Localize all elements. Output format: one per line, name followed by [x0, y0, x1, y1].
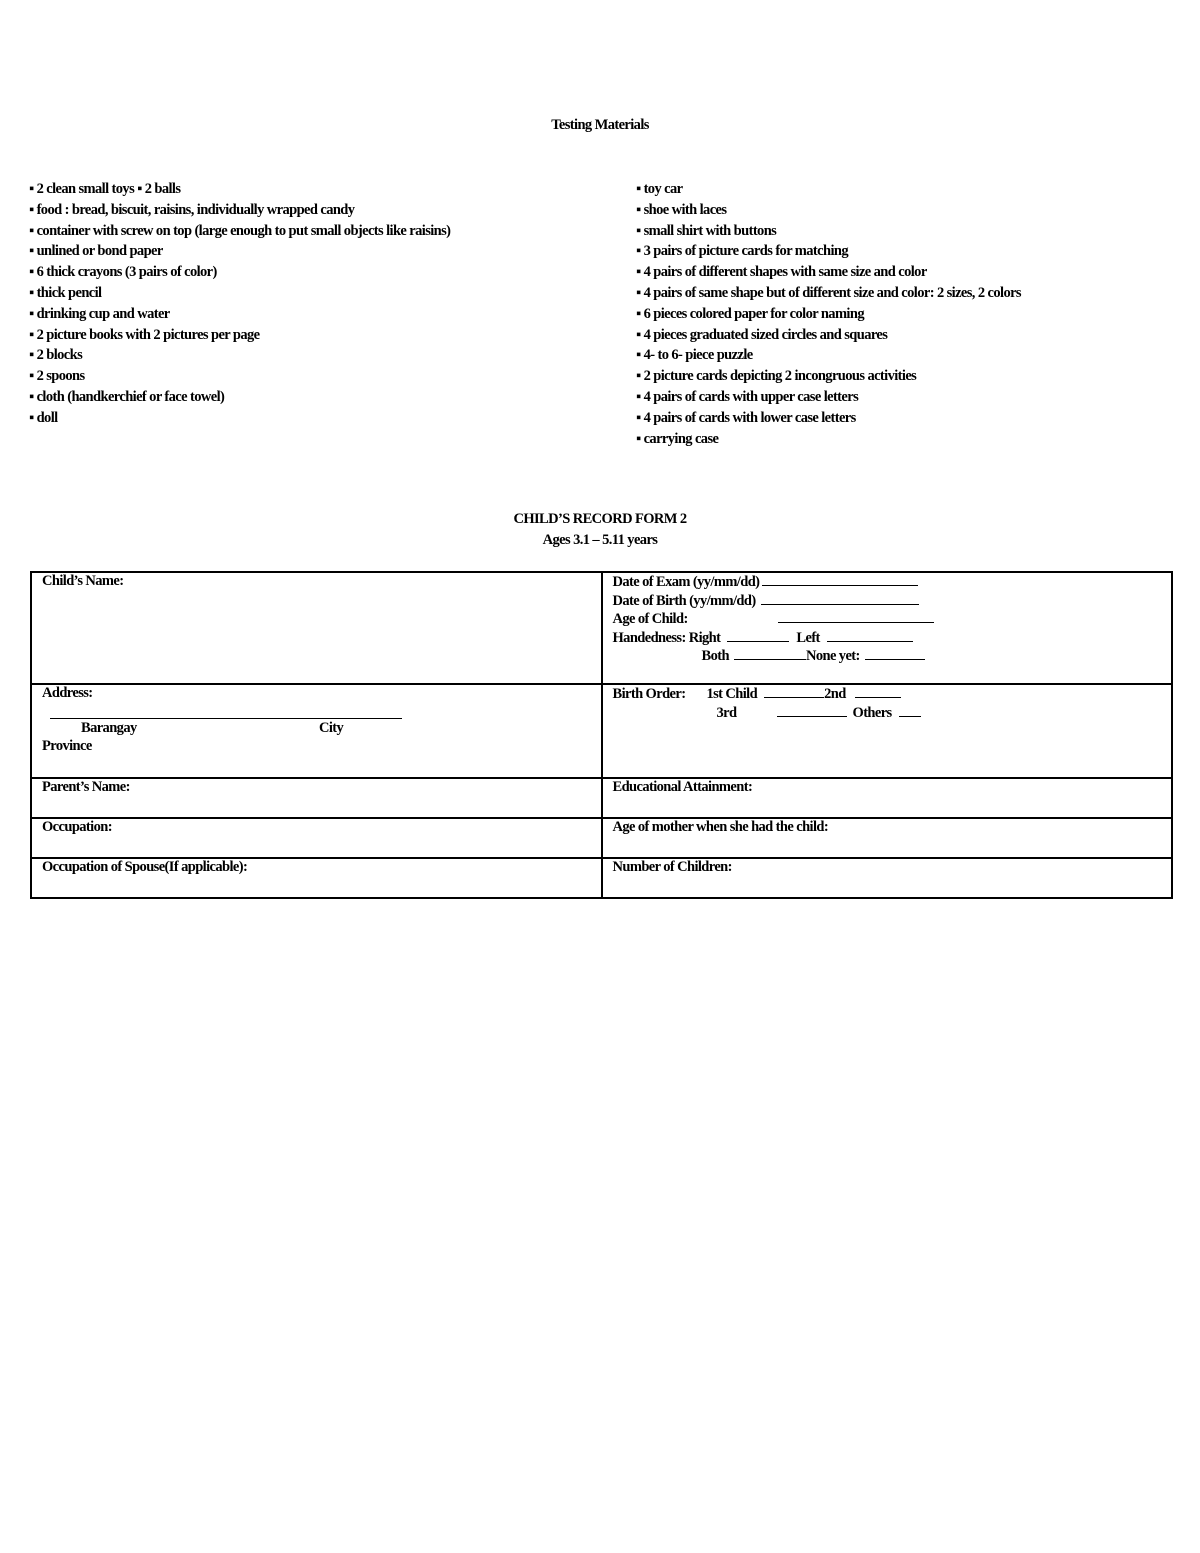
testing-materials-title: Testing Materials — [551, 117, 649, 133]
list-item: ▪ drinking cup and water — [29, 304, 499, 325]
age-of-child-field[interactable] — [778, 610, 934, 623]
list-item: ▪ 2 picture books with 2 pictures per page — [29, 325, 499, 346]
third-child-field[interactable] — [777, 704, 847, 717]
list-item: ▪ small shirt with buttons — [636, 221, 1176, 242]
exam-details-cell — [602, 572, 1173, 684]
second-child-field[interactable] — [855, 685, 901, 698]
occupation-of-spouse-label: Occupation of Spouse(If applicable): — [42, 859, 248, 875]
handedness-both-label: Both — [701, 648, 729, 664]
date-of-exam-field[interactable] — [762, 573, 918, 586]
province-label: Province — [42, 738, 92, 754]
form-subtitle: Ages 3.1 – 5.11 years — [542, 532, 658, 548]
list-item: ▪ container with screw on top (large enough to put small objects like raisins) — [29, 221, 499, 242]
others-label: Others — [852, 704, 892, 721]
birth-order-label: Birth Order: — [612, 686, 686, 702]
list-item: ▪ 2 blocks — [29, 345, 499, 366]
second-child-label: 2nd — [824, 686, 846, 702]
childs-name-field[interactable] — [31, 572, 602, 684]
handedness-both-field[interactable] — [734, 647, 806, 660]
list-item: ▪ food : bread, biscuit, raisins, individually wrapped candy — [29, 200, 499, 221]
list-item: ▪ thick pencil — [29, 283, 499, 304]
childs-name-label: Child’s Name: — [42, 573, 124, 589]
list-item: ▪ 2 spoons — [29, 366, 499, 387]
list-item: ▪ 3 pairs of picture cards for matching — [636, 241, 1176, 262]
list-item: ▪ toy car — [636, 179, 1176, 200]
date-of-birth-field[interactable] — [761, 592, 919, 605]
address-cell — [31, 684, 602, 778]
list-item: ▪ 4 pairs of different shapes with same size and color — [636, 262, 1176, 283]
list-item: ▪ 4- to 6- piece puzzle — [636, 345, 1176, 366]
educational-attainment-label: Educational Attainment: — [612, 779, 753, 795]
list-item: ▪ shoe with laces — [636, 200, 1176, 221]
first-child-field[interactable] — [764, 685, 824, 698]
birth-order-cell — [602, 684, 1173, 778]
address-label: Address: — [42, 685, 93, 701]
list-item: ▪ carrying case — [636, 429, 1176, 450]
address-field[interactable] — [50, 706, 402, 719]
list-item: ▪ 4 pairs of cards with lower case letters — [636, 408, 1176, 429]
list-item: ▪ 2 picture cards depicting 2 incongruous activities — [636, 366, 1176, 387]
list-item: ▪ 4 pieces graduated sized circles and squares — [636, 325, 1176, 346]
list-item: ▪ 6 thick crayons (3 pairs of color) — [29, 262, 499, 283]
parents-name-label: Parent’s Name: — [42, 779, 130, 795]
others-field[interactable] — [899, 704, 921, 717]
list-item: ▪ unlined or bond paper — [29, 241, 499, 262]
handedness-left-label: Left — [796, 629, 820, 646]
childs-record-table — [30, 571, 1173, 899]
city-label: City — [319, 720, 344, 736]
parents-name-field[interactable] — [31, 778, 602, 818]
age-of-mother-field[interactable] — [602, 818, 1173, 858]
list-item: ▪ doll — [29, 408, 499, 429]
handedness-right-field[interactable] — [727, 629, 789, 642]
number-of-children-label: Number of Children: — [612, 859, 732, 875]
handedness-right-label: Handedness: Right — [612, 629, 721, 646]
number-of-children-field[interactable] — [602, 858, 1173, 898]
handedness-left-field[interactable] — [827, 629, 913, 642]
handedness-none-yet-field[interactable] — [865, 647, 925, 660]
age-of-child-label: Age of Child: — [612, 611, 688, 627]
occupation-of-spouse-field[interactable] — [31, 858, 602, 898]
first-child-label: 1st Child — [706, 686, 758, 702]
list-item: ▪ 4 pairs of same shape but of different size and color: 2 sizes, 2 colors — [636, 283, 1176, 304]
form-title: CHILD’S RECORD FORM 2 — [513, 511, 687, 527]
educational-attainment-field[interactable] — [602, 778, 1173, 818]
third-child-label: 3rd — [716, 704, 737, 721]
list-item: ▪ 6 pieces colored paper for color naming — [636, 304, 1176, 325]
handedness-none-yet-label: None yet: — [805, 648, 860, 664]
materials-list-right — [636, 179, 1176, 449]
occupation-label: Occupation: — [42, 819, 112, 835]
date-of-birth-label: Date of Birth (yy/mm/dd) — [612, 592, 756, 609]
list-item: ▪ cloth (handkerchief or face towel) — [29, 387, 499, 408]
barangay-label: Barangay — [81, 720, 137, 736]
date-of-exam-label: Date of Exam (yy/mm/dd) — [612, 574, 760, 590]
occupation-field[interactable] — [31, 818, 602, 858]
list-item: ▪ 4 pairs of cards with upper case letters — [636, 387, 1176, 408]
age-of-mother-label: Age of mother when she had the child: — [612, 819, 829, 835]
materials-list-left — [29, 179, 499, 429]
list-item: ▪ 2 clean small toys ▪ 2 balls — [29, 179, 499, 200]
